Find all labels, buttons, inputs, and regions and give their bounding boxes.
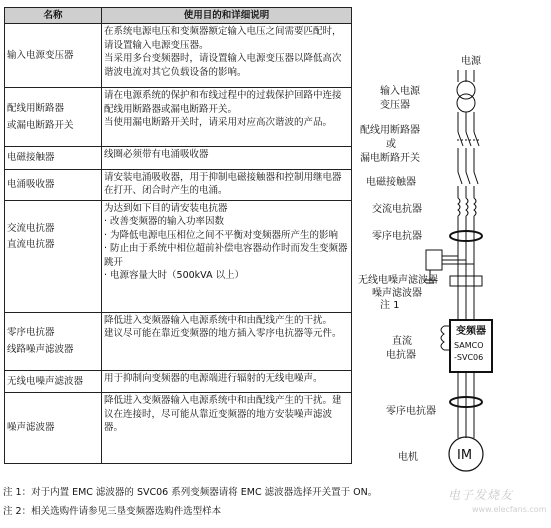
row-desc: 在系统电源电压和变频器额定输入电压之间需要匹配时，请设置输入电源变压器。 当采用多台变频器时，请设置输入电源变压器以降低高次谐波电流对其它负载设备的影响。 <box>102 24 352 88</box>
row-name: 无线电噪声滤波器 <box>5 370 102 393</box>
label-breaker-1: 配线用断路器 <box>360 125 420 136</box>
motor-im-text: IM <box>457 448 473 463</box>
label-dc-reactor-2: 电抗器 <box>386 350 416 361</box>
label-breaker-3: 漏电断路开关 <box>360 153 420 164</box>
watermark-logo: 电子发烧友 <box>448 488 514 502</box>
label-note1: 注 1 <box>380 300 400 311</box>
transformer-symbol <box>457 81 475 112</box>
label-contactor: 电磁接触器 <box>366 177 416 188</box>
row-desc: 请安装电涌吸收器，用于抑制电磁接触器和控制用继电器在打开、闭合时产生的电涌。 <box>102 169 352 200</box>
row-name: 交流电抗器 直流电抗器 <box>5 200 102 312</box>
dc-reactor-symbol <box>441 326 450 350</box>
table-row <box>5 393 352 464</box>
table-row <box>5 147 352 170</box>
label-power: 电源 <box>461 56 481 67</box>
table-row <box>5 312 352 370</box>
table-row <box>5 370 352 393</box>
row-desc: 用于抑制向变频器的电源端进行辐射的无线电噪声。 <box>102 370 352 393</box>
label-breaker-2: 或 <box>386 139 396 150</box>
watermark-url: www.elecfans.com <box>472 505 547 514</box>
row-desc: 降低进入变频器输入电源系统中和由配线产生的干扰。建议在连接时，尽可能从靠近变频器的地方安装噪声滤波器。 <box>102 393 352 464</box>
row-name: 电磁接触器 <box>5 147 102 170</box>
label-inverter: 变频器 <box>456 326 486 337</box>
row-name: 噪声滤波器 <box>5 393 102 464</box>
row-name: 零序电抗器 线路噪声滤波器 <box>5 312 102 370</box>
table-row <box>5 24 352 88</box>
table-row <box>5 200 352 312</box>
label-transformer-1: 输入电源 <box>380 86 420 97</box>
row-name: 输入电源变压器 <box>5 24 102 88</box>
row-desc: 降低进入变频器输入电源系统中和由配线产生的干扰。 建议尽可能在靠近变频器的地方插入零序电抗器等元件。 <box>102 312 352 370</box>
note-2: 注 2：相关选购件请参见三垦变频器选购件选型样本 <box>3 506 222 517</box>
row-desc: 线圈必须带有电涌吸收器 <box>102 147 352 170</box>
label-ac-reactor: 交流电抗器 <box>372 204 422 215</box>
header-name: 名称 <box>5 8 102 24</box>
ac-reactor-symbol <box>458 198 476 216</box>
wiring-diagram <box>358 40 548 480</box>
row-name: 配线用断路器 或漏电断路开关 <box>5 88 102 147</box>
breaker-symbol <box>457 132 479 146</box>
label-zero-reactor-top: 零序电抗器 <box>372 231 422 242</box>
label-zero-reactor-bottom: 零序电抗器 <box>386 406 436 417</box>
row-name: 电涌吸收器 <box>5 169 102 200</box>
table-row <box>5 169 352 200</box>
table-header <box>5 8 352 24</box>
component-table <box>4 7 352 464</box>
label-inverter-model-1: SAMCO <box>454 341 484 350</box>
note-1: 注 1：对于内置 EMC 滤波器的 SVC06 系列变频器请将 EMC 滤波器选择开关置于 ON。 <box>3 487 378 498</box>
contactor-symbol <box>458 172 478 184</box>
label-radio-filter: 无线电噪声滤波器 <box>358 275 438 286</box>
row-desc: 请在电源系统的保护和布线过程中的过载保护回路中连接配线用断路器或漏电断路开关。 当使用漏电断路开关时，请采用对应高次谐波的产品。 <box>102 88 352 147</box>
label-transformer-2: 变压器 <box>380 100 410 111</box>
table-row <box>5 88 352 147</box>
row-desc: 为达到如下目的请安装电抗器 · 改善变频器的输入功率因数 · 为降低电源电压相位之间不平衡对变频器所产生的影响 · 防止由于系统中相位超前补偿电容器动作时而发生变频器跳开 · 电源容量大时（500kVA 以上） <box>102 200 352 312</box>
label-motor: 电机 <box>398 452 418 463</box>
label-noise-filter: 噪声滤波器 <box>372 288 422 299</box>
label-inverter-model-2: -SVC06 <box>454 353 484 362</box>
label-dc-reactor-1: 直流 <box>392 336 412 347</box>
header-desc: 使用目的和详细说明 <box>102 8 352 24</box>
